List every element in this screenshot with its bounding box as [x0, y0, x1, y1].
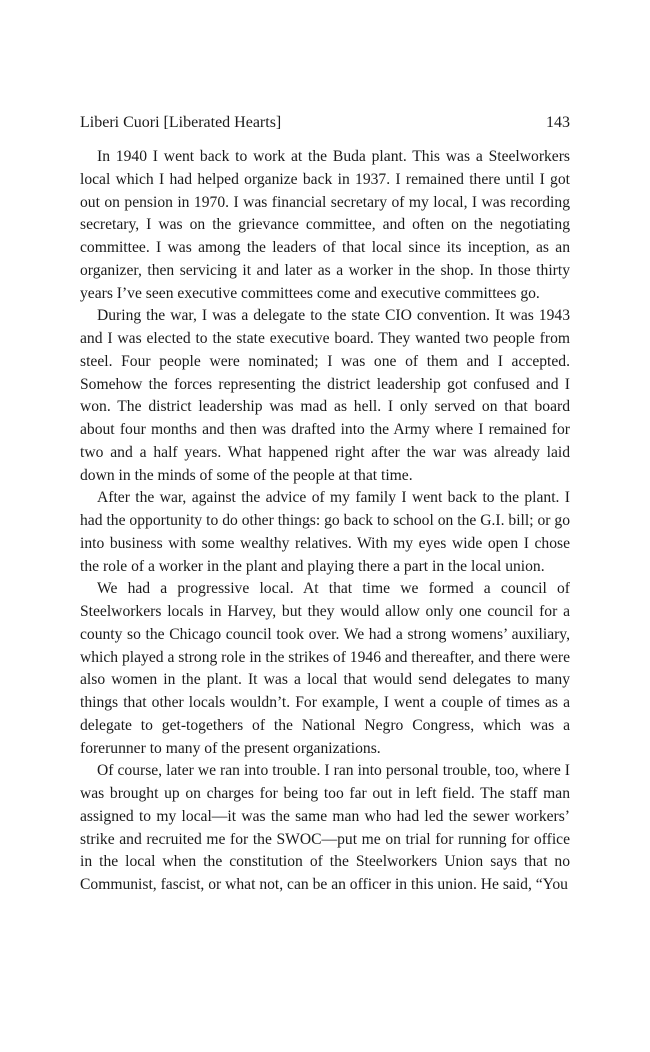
paragraph-3: After the war, against the advice of my family I went back to the plant. I had the opportunity to do other things: go back to school on the G.I. bill; or go into business with some wealthy relatives. With my eyes wide open I chose the role of a worker in the plant and playing there a part in the local union. — [80, 489, 570, 575]
book-page — [80, 112, 570, 897]
paragraph-1: In 1940 I went back to work at the Buda plant. This was a Steelworkers local which I had helped organize back in 1937. I remained there until I got out on pension in 1970. I was financial secretary of my local, I was recording secretary, I was on the grievance committee, and often on the negotiating committee. I was among the leaders of that local since its inception, as an organizer, then servicing it and later as a worker in the shop. In those thirty years I’ve seen executive committees come and executive committees go. — [80, 148, 570, 302]
paragraph-2: During the war, I was a delegate to the state CIO convention. It was 1943 and I was elected to the state executive board. They wanted two people from steel. Four people were nominated; I was one of them and I accepted. Somehow the forces representing the district leadership got confused and I won. The district leadership was mad as hell. I only served on that board about four months and then was drafted into the Army where I remained for two and a half years. What happened right after the war was already laid down in the minds of some of the people at that time. — [80, 307, 570, 484]
paragraph-4: We had a progressive local. At that time we formed a council of Steelworkers locals in Harvey, but they would allow only one council for a county so the Chicago council took over. We had a strong womens’ auxiliary, which played a strong role in the strikes of 1946 and thereafter, and there were also women in the plant. It was a local that would send delegates to many things that other locals wouldn’t. For example, I went a couple of times as a delegate to get-togethers of the National Negro Congress, which was a forerunner to many of the present organizations. — [80, 580, 570, 757]
running-title: Liberi Cuori [Liberated Hearts] — [80, 114, 282, 131]
page-number: 143 — [546, 114, 570, 131]
paragraph-5: Of course, later we ran into trouble. I ran into personal trouble, too, where I was brought up on charges for being too far out in left field. The staff man assigned to my local—it was the same man who had led the sewer workers’ strike and recruited me for the SWOC—put me on trial for running for office in the local when the constitution of the Steelworkers Union says that no Communist, fascist, or what not, can be an officer in this union. He said, “You — [80, 762, 570, 893]
running-head — [80, 112, 570, 134]
body-text — [80, 146, 570, 897]
